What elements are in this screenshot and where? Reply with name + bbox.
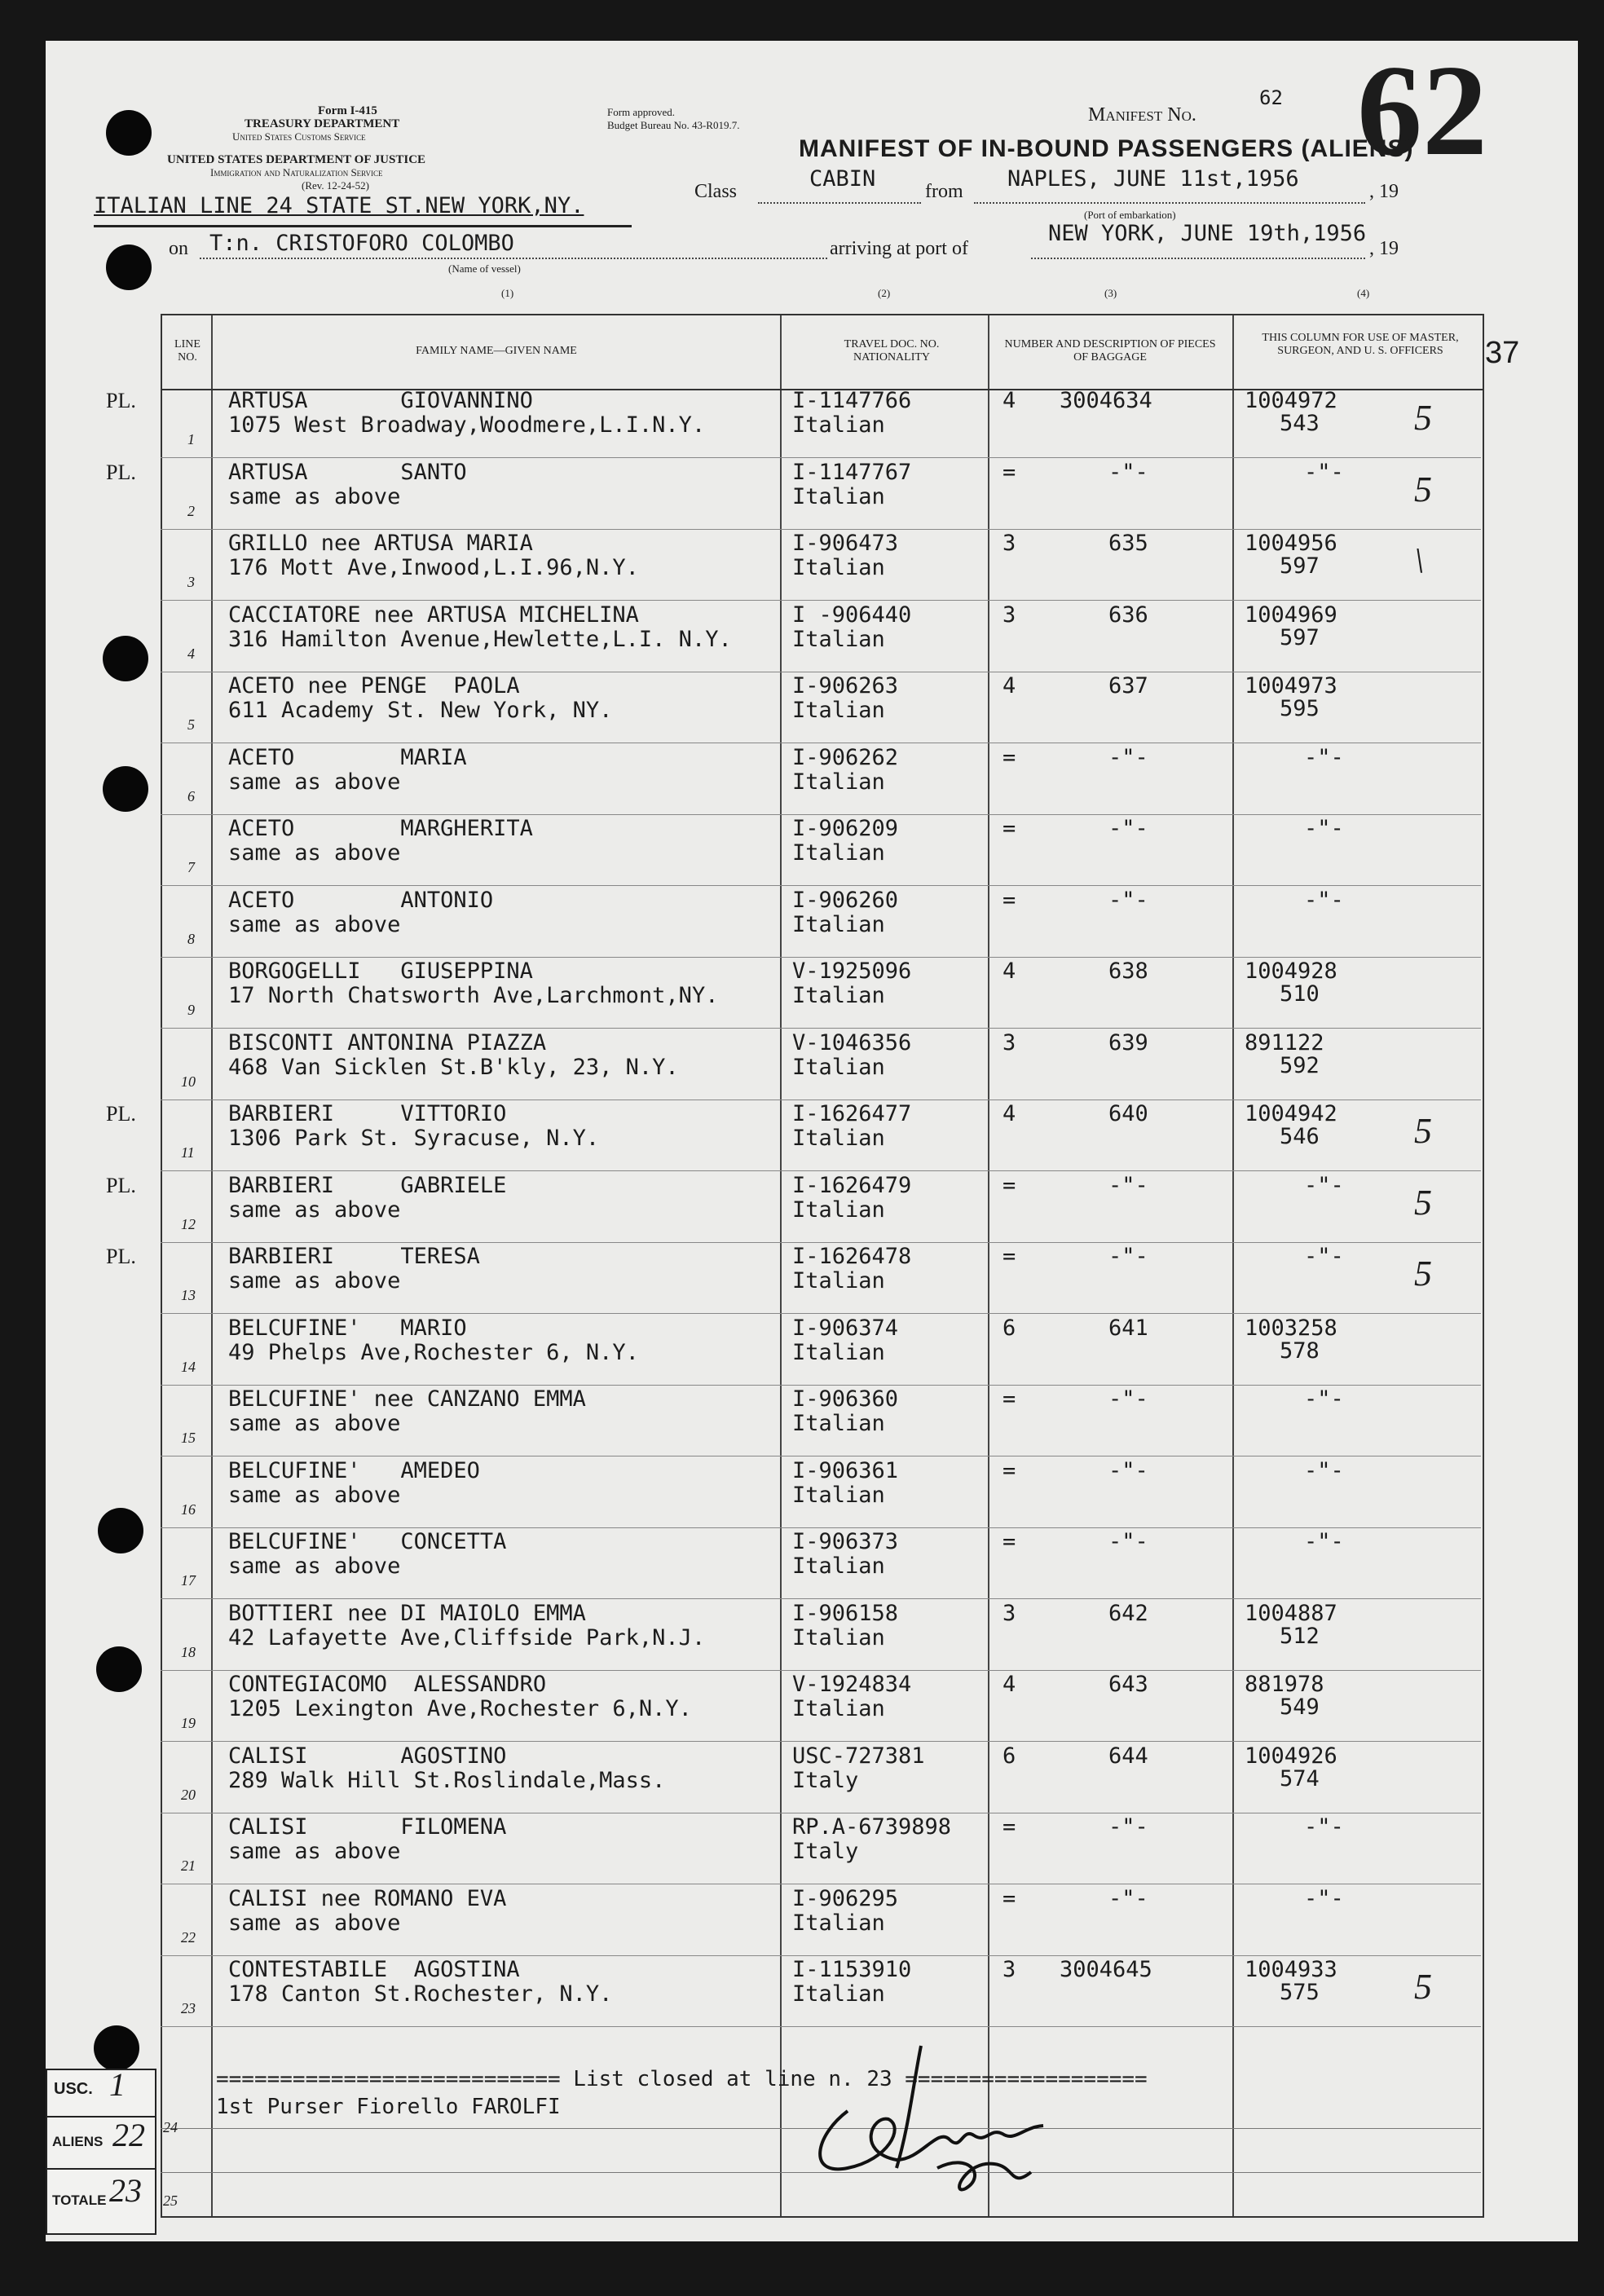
travel-doc-number: I-1626477 [792, 1101, 912, 1126]
line-number: 25 [163, 2192, 178, 2209]
binder-hole [98, 1508, 143, 1553]
passenger-address: 1075 West Broadway,Woodmere,L.I.N.Y. [228, 412, 706, 438]
officer-number: 1004933 [1245, 1957, 1337, 1982]
officer-code: 510 [1280, 981, 1320, 1007]
line-number: 19 [181, 1715, 196, 1731]
class-value: CABIN [809, 166, 876, 192]
justice-dept: UNITED STATES DEPARTMENT OF JUSTICE [167, 153, 426, 166]
header-baggage: NUMBER AND DESCRIPTION OF PIECES OF BAGGAGE [1004, 338, 1216, 364]
nationality: Italian [792, 1126, 885, 1151]
passenger-address: 468 Van Sicklen St.B'kly, 23, N.Y. [228, 1055, 679, 1080]
line-number: 8 [187, 931, 195, 947]
baggage-description: -"- [1108, 1529, 1148, 1554]
baggage-pieces: 4 [1002, 1672, 1016, 1697]
row-divider [161, 529, 1481, 530]
officer-number: -"- [1304, 1886, 1344, 1911]
arriving-label: arriving at port of [830, 238, 968, 259]
passenger-name: BORGOGELLI GIUSEPPINA [228, 959, 533, 984]
baggage-description: -"- [1108, 1886, 1148, 1911]
line-number: 6 [187, 788, 195, 804]
nationality: Italian [792, 1483, 885, 1508]
travel-doc-number: I-906209 [792, 816, 899, 841]
officer-code: 549 [1280, 1694, 1320, 1720]
baggage-description: 643 [1108, 1672, 1148, 1697]
manifest-number-stamp: 62 [1357, 37, 1487, 183]
class-label: Class [694, 181, 738, 202]
form-approved: Form approved. [607, 106, 676, 118]
passenger-address: same as above [228, 1553, 401, 1579]
baggage-pieces: 3 [1002, 1601, 1016, 1626]
passenger-name: BOTTIERI nee DI MAIOLO EMMA [228, 1601, 586, 1626]
passenger-address: same as above [228, 1411, 401, 1436]
travel-doc-number: V-1925096 [792, 959, 912, 984]
line-number: 10 [181, 1073, 196, 1090]
baggage-pieces: = [1002, 1386, 1016, 1412]
passenger-address: same as above [228, 912, 401, 937]
passenger-name: ACETO ANTONIO [228, 888, 494, 913]
nationality: Italian [792, 1055, 885, 1080]
officer-code: 512 [1280, 1624, 1320, 1649]
line-number: 14 [181, 1359, 196, 1375]
class-underline [758, 202, 921, 204]
officer-number: 1003258 [1245, 1315, 1337, 1341]
column-divider [211, 315, 213, 2216]
passenger-name: ACETO MARGHERITA [228, 816, 533, 841]
baggage-pieces: = [1002, 1173, 1016, 1198]
row-divider [161, 1385, 1481, 1386]
travel-doc-number: I-906360 [792, 1386, 899, 1412]
arriving-value: NEW YORK, JUNE 19th,1956 [1048, 221, 1367, 246]
officer-number: 1004942 [1245, 1101, 1337, 1126]
travel-doc-number: I-1153910 [792, 1957, 912, 1982]
nationality: Italian [792, 698, 885, 723]
baggage-pieces: = [1002, 1814, 1016, 1840]
travel-doc-number: RP.A-6739898 [792, 1814, 952, 1840]
pl-marker: PL. [106, 1102, 136, 1126]
passenger-address: same as above [228, 1483, 401, 1508]
baggage-pieces: 6 [1002, 1315, 1016, 1341]
passenger-address: 178 Canton St.Rochester, N.Y. [228, 1981, 613, 2007]
nationality: Italian [792, 412, 885, 438]
officer-code: 595 [1280, 696, 1320, 721]
officer-code: 578 [1280, 1338, 1320, 1364]
page-side-number: 37 [1485, 336, 1520, 370]
officer-number: 1004887 [1245, 1601, 1337, 1626]
passenger-name: BELCUFINE' nee CANZANO EMMA [228, 1386, 586, 1412]
passenger-address: same as above [228, 1197, 401, 1223]
binder-hole [103, 766, 148, 812]
travel-doc-number: I-1626479 [792, 1173, 912, 1198]
column-number-2: (2) [878, 287, 891, 299]
vessel-underline [200, 258, 827, 259]
baggage-description: 639 [1108, 1030, 1148, 1055]
baggage-pieces: 4 [1002, 1101, 1016, 1126]
officer-number: 1004973 [1245, 673, 1337, 698]
officer-number: -"- [1304, 1244, 1344, 1269]
check-mark: 5 [1414, 469, 1432, 509]
baggage-pieces: 4 [1002, 673, 1016, 698]
travel-doc-number: I-1147766 [792, 388, 912, 413]
row-divider [161, 1598, 1481, 1599]
nationality: Italian [792, 1981, 885, 2007]
nationality: Italian [792, 1197, 885, 1223]
travel-doc-number: V-1046356 [792, 1030, 912, 1055]
header-line-no: LINE NO. [174, 338, 200, 364]
row-divider [161, 2026, 1481, 2027]
travel-doc-number: V-1924834 [792, 1672, 912, 1697]
travel-doc-number: I-1147767 [792, 460, 912, 485]
header-travel-doc: TRAVEL DOC. NO. NATIONALITY [844, 338, 940, 364]
travel-doc-number: I-906374 [792, 1315, 899, 1341]
passenger-name: BARBIERI TERESA [228, 1244, 480, 1269]
baggage-pieces: = [1002, 888, 1016, 913]
pl-marker: PL. [106, 461, 136, 484]
line-number: 7 [187, 859, 195, 875]
check-mark: 5 [1414, 398, 1432, 438]
line-number: 1 [187, 431, 195, 447]
row-divider [161, 1527, 1481, 1528]
officer-code: 543 [1280, 411, 1320, 436]
passenger-address: 611 Academy St. New York, NY. [228, 698, 613, 723]
year-suffix: , 19 [1369, 181, 1399, 202]
year-suffix-2: , 19 [1369, 238, 1399, 259]
from-label: from [925, 181, 963, 202]
line-number: 11 [181, 1144, 195, 1161]
customs-service: United States Customs Service [232, 130, 366, 143]
passenger-address: same as above [228, 1268, 401, 1293]
baggage-description: -"- [1108, 1173, 1148, 1198]
baggage-pieces: 3 [1002, 1957, 1016, 1982]
travel-doc-number: I-906263 [792, 673, 899, 698]
nationality: Italian [792, 484, 885, 509]
nationality: Italy [792, 1839, 859, 1864]
passenger-name: BELCUFINE' AMEDEO [228, 1458, 480, 1483]
nationality: Italian [792, 1696, 885, 1721]
passenger-name: BELCUFINE' CONCETTA [228, 1529, 507, 1554]
row-divider [161, 1741, 1481, 1742]
column-number-1: (1) [501, 287, 514, 299]
officer-number: -"- [1304, 745, 1344, 770]
officer-number: 891122 [1245, 1030, 1324, 1055]
column-number-3: (3) [1104, 287, 1117, 299]
passenger-name: ARTUSA GIOVANNINO [228, 388, 533, 413]
row-divider [161, 1955, 1481, 1956]
line-number: 21 [181, 1858, 196, 1874]
form-revision: (Rev. 12-24-52) [302, 179, 369, 192]
baggage-description: 641 [1108, 1315, 1148, 1341]
passenger-address: 316 Hamilton Avenue,Hewlette,L.I. N.Y. [228, 627, 732, 652]
check-mark: 5 [1414, 1967, 1432, 2007]
line-number: 4 [187, 646, 195, 662]
line-number: 9 [187, 1002, 195, 1018]
column-number-4: (4) [1357, 287, 1370, 299]
baggage-pieces: = [1002, 460, 1016, 485]
pl-marker: PL. [106, 1245, 136, 1268]
baggage-description: -"- [1108, 1458, 1148, 1483]
passenger-name: BELCUFINE' MARIO [228, 1315, 467, 1341]
on-label: on [169, 238, 188, 259]
column-divider [780, 315, 782, 2216]
officer-number: 1004926 [1245, 1743, 1337, 1769]
passenger-name: ARTUSA SANTO [228, 460, 467, 485]
row-divider [161, 1313, 1481, 1314]
line-number: 22 [181, 1929, 196, 1946]
baggage-pieces: = [1002, 1886, 1016, 1911]
passenger-address: 17 North Chatsworth Ave,Larchmont,NY. [228, 983, 719, 1008]
officer-number: -"- [1304, 1386, 1344, 1412]
budget-bureau: Budget Bureau No. 43-R019.7. [607, 119, 740, 131]
check-mark: 5 [1414, 1254, 1432, 1293]
officer-number: 881978 [1245, 1672, 1324, 1697]
vessel-caption: (Name of vessel) [448, 262, 521, 275]
nationality: Italian [792, 1553, 885, 1579]
nationality: Italian [792, 769, 885, 795]
baggage-pieces: 3 [1002, 1030, 1016, 1055]
officer-number: -"- [1304, 460, 1344, 485]
passenger-address: same as above [228, 769, 401, 795]
passenger-name: BARBIERI GABRIELE [228, 1173, 507, 1198]
nationality: Italian [792, 983, 885, 1008]
passenger-name: CALISI nee ROMANO EVA [228, 1886, 507, 1911]
passenger-address: same as above [228, 1839, 401, 1864]
passenger-name: CALISI AGOSTINO [228, 1743, 507, 1769]
line-number: 13 [181, 1287, 196, 1303]
officer-number: -"- [1304, 1814, 1344, 1840]
baggage-description: 3004634 [1060, 388, 1152, 413]
vessel-name: T:n. CRISTOFORO COLOMBO [209, 231, 514, 256]
nationality: Italian [792, 1268, 885, 1293]
tally-total-value: 23 [109, 2172, 142, 2209]
binder-hole [94, 2025, 139, 2071]
travel-doc-number: I -906440 [792, 602, 912, 628]
header-officers: THIS COLUMN FOR USE OF MASTER, SURGEON, AND U. S. OFFICERS [1262, 332, 1459, 357]
baggage-description: 640 [1108, 1101, 1148, 1126]
tally-box [46, 2066, 156, 2235]
baggage-description: 3004645 [1060, 1957, 1152, 1982]
line-number: 5 [187, 716, 195, 733]
baggage-pieces: 3 [1002, 602, 1016, 628]
baggage-pieces: = [1002, 745, 1016, 770]
line-number: 16 [181, 1501, 196, 1518]
list-closed-line: =========================== List closed at line n. 23 =================== [216, 2067, 1148, 2091]
binder-hole [106, 245, 152, 290]
tally-usc-label: USC. [54, 2080, 93, 2098]
officer-number: 1004969 [1245, 602, 1337, 628]
tally-aliens-value: 22 [112, 2117, 145, 2153]
baggage-pieces: 4 [1002, 959, 1016, 984]
passenger-address: 176 Mott Ave,Inwood,L.I.96,N.Y. [228, 555, 639, 580]
manifest-label: Manifest No. [1088, 104, 1196, 126]
line-number: 15 [181, 1430, 196, 1446]
officer-code: 546 [1280, 1124, 1320, 1149]
ins-service: Immigration and Naturalization Service [210, 166, 383, 178]
baggage-description: 644 [1108, 1743, 1148, 1769]
nationality: Italian [792, 627, 885, 652]
baggage-description: 637 [1108, 673, 1148, 698]
nationality: Italian [792, 1340, 885, 1365]
travel-doc-number: I-906262 [792, 745, 899, 770]
officer-number: 1004956 [1245, 531, 1337, 556]
baggage-pieces: = [1002, 1244, 1016, 1269]
travel-doc-number: I-906473 [792, 531, 899, 556]
row-divider [161, 885, 1481, 886]
passenger-name: ACETO MARIA [228, 745, 467, 770]
row-divider [161, 957, 1481, 958]
check-mark: 5 [1414, 1183, 1432, 1223]
nationality: Italian [792, 912, 885, 937]
line-number: 23 [181, 2000, 196, 2016]
baggage-pieces: = [1002, 1529, 1016, 1554]
travel-doc-number: I-906361 [792, 1458, 899, 1483]
officer-number: -"- [1304, 1458, 1344, 1483]
row-divider [161, 814, 1481, 815]
line-company: ITALIAN LINE 24 STATE ST.NEW YORK,NY. [94, 193, 584, 218]
line-number: 17 [181, 1572, 196, 1589]
travel-doc-number: I-906295 [792, 1886, 899, 1911]
line-number: 18 [181, 1644, 196, 1660]
travel-doc-number: I-906158 [792, 1601, 899, 1626]
baggage-pieces: 3 [1002, 531, 1016, 556]
officer-number: 1004972 [1245, 388, 1337, 413]
row-divider [161, 1242, 1481, 1243]
passenger-address: 289 Walk Hill St.Roslindale,Mass. [228, 1768, 666, 1793]
nationality: Italian [792, 1411, 885, 1436]
baggage-description: 636 [1108, 602, 1148, 628]
baggage-pieces: 4 [1002, 388, 1016, 413]
officer-number: -"- [1304, 1529, 1344, 1554]
baggage-description: -"- [1108, 888, 1148, 913]
pl-marker: PL. [106, 389, 136, 412]
officer-number: -"- [1304, 1173, 1344, 1198]
nationality: Italian [792, 840, 885, 866]
purser-signature [799, 2038, 1092, 2192]
tally-divider [47, 2168, 155, 2170]
company-underline [94, 225, 632, 227]
passenger-name: CACCIATORE nee ARTUSA MICHELINA [228, 602, 639, 628]
baggage-pieces: = [1002, 1458, 1016, 1483]
baggage-description: 642 [1108, 1601, 1148, 1626]
officer-code: 575 [1280, 1980, 1320, 2005]
baggage-pieces: = [1002, 816, 1016, 841]
row-divider [161, 1670, 1481, 1671]
tally-total-label: TOTALE [52, 2192, 107, 2208]
travel-doc-number: USC-727381 [792, 1743, 925, 1769]
travel-doc-number: I-906373 [792, 1529, 899, 1554]
passenger-address: same as above [228, 484, 401, 509]
from-underline [974, 202, 1365, 204]
baggage-description: -"- [1108, 1386, 1148, 1412]
nationality: Italy [792, 1768, 859, 1793]
line-number: 20 [181, 1787, 196, 1803]
baggage-description: -"- [1108, 1814, 1148, 1840]
officer-code: 597 [1280, 625, 1320, 650]
line-number: 2 [187, 503, 195, 519]
baggage-description: -"- [1108, 816, 1148, 841]
baggage-description: -"- [1108, 745, 1148, 770]
column-divider [1232, 315, 1234, 2216]
passenger-address: 1205 Lexington Ave,Rochester 6,N.Y. [228, 1696, 692, 1721]
binder-hole [106, 110, 152, 156]
baggage-description: -"- [1108, 1244, 1148, 1269]
passenger-name: CONTESTABILE AGOSTINA [228, 1957, 520, 1982]
check-mark: 5 [1414, 1111, 1432, 1151]
passenger-address: 42 Lafayette Ave,Cliffside Park,N.J. [228, 1625, 706, 1650]
treasury-dept: TREASURY DEPARTMENT [245, 117, 400, 130]
passenger-name: BARBIERI VITTORIO [228, 1101, 507, 1126]
line-number: 24 [163, 2119, 178, 2135]
officer-code: 597 [1280, 553, 1320, 579]
tally-aliens-label: ALIENS [52, 2134, 104, 2149]
baggage-description: 635 [1108, 531, 1148, 556]
row-divider [161, 457, 1481, 458]
nationality: Italian [792, 555, 885, 580]
passenger-name: BISCONTI ANTONINA PIAZZA [228, 1030, 547, 1055]
from-value: NAPLES, JUNE 11st,1956 [1007, 166, 1299, 192]
header-family-name: FAMILY NAME—GIVEN NAME [416, 345, 577, 357]
officer-number: -"- [1304, 888, 1344, 913]
nationality: Italian [792, 1910, 885, 1936]
travel-doc-number: I-1626478 [792, 1244, 912, 1269]
officer-number: -"- [1304, 816, 1344, 841]
tally-usc-value: 1 [109, 2066, 126, 2103]
manifest-title: MANIFEST OF IN-BOUND PASSENGERS (ALIENS) [799, 135, 1414, 162]
passenger-address: 1306 Park St. Syracuse, N.Y. [228, 1126, 600, 1151]
manifest-number-small: 62 [1259, 86, 1283, 109]
line-number: 12 [181, 1216, 196, 1232]
nationality: Italian [792, 1625, 885, 1650]
officer-number: 1004928 [1245, 959, 1337, 984]
column-divider [988, 315, 989, 2216]
baggage-description: 638 [1108, 959, 1148, 984]
row-divider [161, 1170, 1481, 1171]
row-divider [161, 600, 1481, 601]
travel-doc-number: I-906260 [792, 888, 899, 913]
arriving-underline [1031, 258, 1365, 259]
form-number: Form I-415 [318, 104, 377, 117]
baggage-description: -"- [1108, 460, 1148, 485]
purser-name: 1st Purser Fiorello FAROLFI [216, 2095, 561, 2119]
port-embarkation-caption: (Port of embarkation) [1084, 209, 1176, 221]
passenger-name: CONTEGIACOMO ALESSANDRO [228, 1672, 547, 1697]
passenger-name: ACETO nee PENGE PAOLA [228, 673, 520, 698]
passenger-name: CALISI FILOMENA [228, 1814, 507, 1840]
baggage-pieces: 6 [1002, 1743, 1016, 1769]
passenger-address: same as above [228, 840, 401, 866]
check-mark: \ [1414, 540, 1425, 580]
passenger-address: 49 Phelps Ave,Rochester 6, N.Y. [228, 1340, 639, 1365]
passenger-address: same as above [228, 1910, 401, 1936]
line-number: 3 [187, 574, 195, 590]
pl-marker: PL. [106, 1174, 136, 1197]
officer-code: 592 [1280, 1053, 1320, 1078]
row-divider [161, 1028, 1481, 1029]
officer-code: 574 [1280, 1766, 1320, 1791]
binder-hole [103, 636, 148, 681]
binder-hole [96, 1646, 142, 1692]
passenger-name: GRILLO nee ARTUSA MARIA [228, 531, 533, 556]
